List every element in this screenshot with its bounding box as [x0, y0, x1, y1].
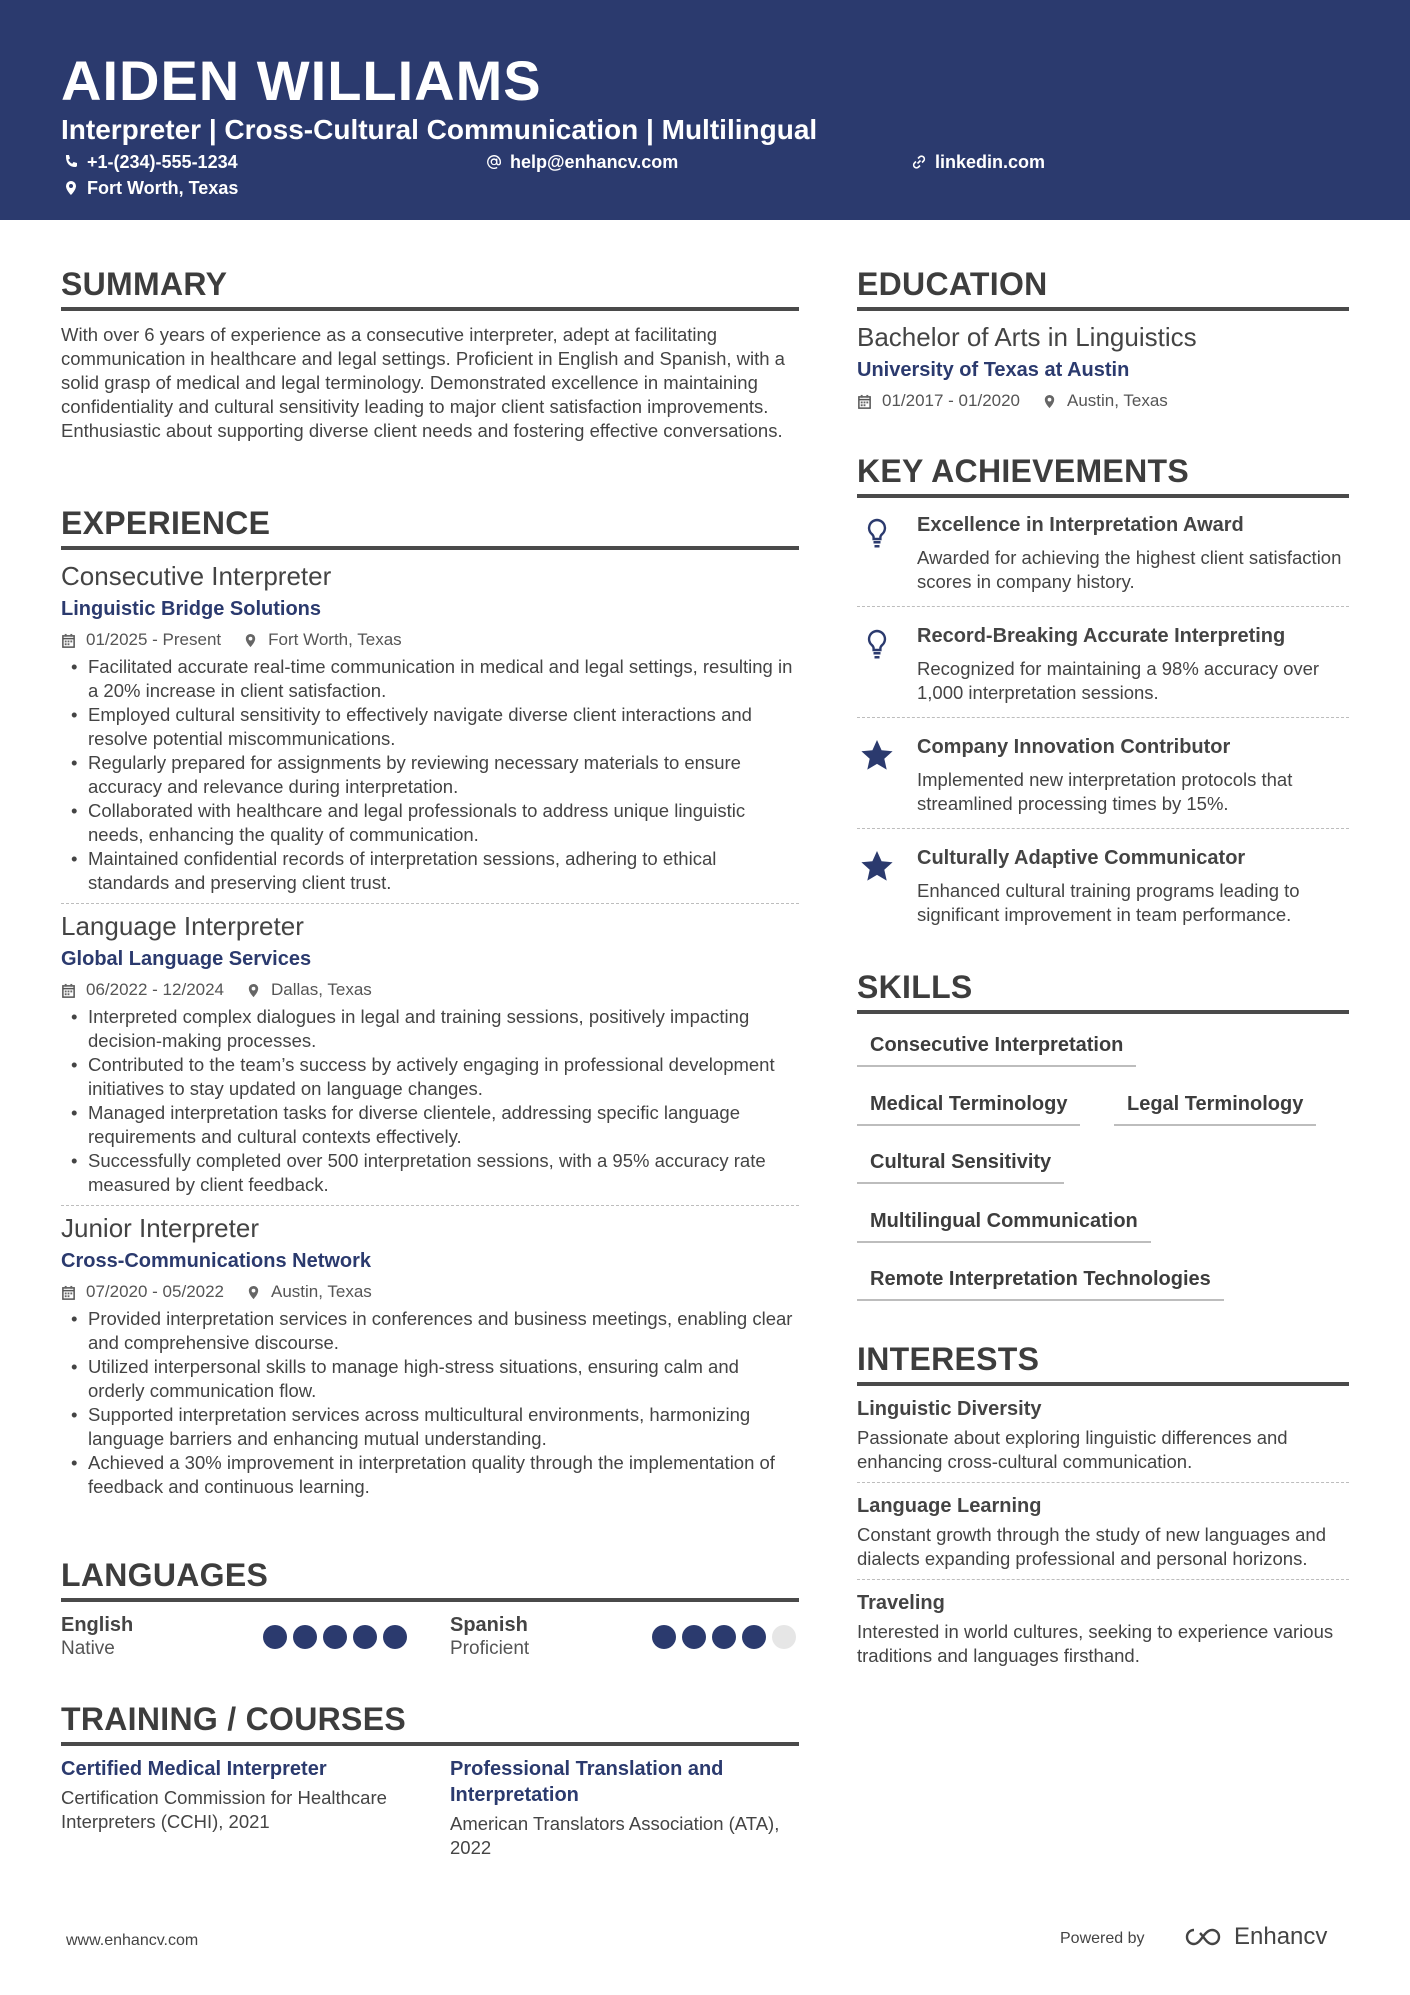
- language-name: English: [61, 1614, 134, 1636]
- rating-dot-filled: [293, 1625, 317, 1649]
- enhancv-logo-icon: [1180, 1922, 1228, 1952]
- footer-url[interactable]: www.enhancv.com: [66, 1932, 199, 1949]
- achievement-title: Record-Breaking Accurate Interpreting: [917, 625, 1286, 647]
- rating-dot-filled: [323, 1625, 347, 1649]
- location-pin-icon: [243, 633, 258, 648]
- training-heading: TRAINING / COURSES: [61, 1700, 799, 1746]
- star-icon: [857, 736, 897, 776]
- candidate-name: AIDEN WILLIAMS: [61, 49, 542, 112]
- job-bullet: • Employed cultural sensitivity to effectively navigate diverse client interactions and resolve potential miscommunications.: [61, 703, 799, 751]
- course-title: Certified Medical Interpreter: [61, 1758, 327, 1780]
- job-entry: [61, 910, 799, 1197]
- lightbulb-icon: [857, 625, 897, 665]
- brand-logo: [1180, 1922, 1327, 1952]
- at-icon: [486, 154, 502, 170]
- job-dates: 07/2020 - 05/2022: [86, 1282, 225, 1301]
- experience-heading: EXPERIENCE: [61, 504, 799, 550]
- course-title: Professional Translation and Interpretation: [450, 1758, 724, 1806]
- job-bullet: • Achieved a 30% improvement in interpretation quality through the implementation of feedback and continuous learning.: [61, 1451, 799, 1499]
- job-bullets: [61, 1005, 799, 1197]
- job-bullet: • Managed interpretation tasks for diverse clientele, addressing specific language requirements and cultural contexts effectively.: [61, 1101, 799, 1149]
- job-company: Linguistic Bridge Solutions: [61, 598, 321, 620]
- course-item: [61, 1756, 421, 1834]
- job-bullet: • Successfully completed over 500 interpretation sessions, with a 95% accuracy rate measured by client feedback.: [61, 1149, 799, 1197]
- divider: [857, 606, 1349, 607]
- achievement-desc: Awarded for achieving the highest client satisfaction scores in company history.: [917, 547, 1342, 592]
- candidate-title: Interpreter | Cross-Cultural Communication | Multilingual: [61, 114, 818, 145]
- rating-dot-filled: [263, 1625, 287, 1649]
- skills-heading: SKILLS: [857, 968, 1349, 1014]
- job-entry: [61, 1212, 799, 1499]
- job-bullet: • Maintained confidential records of interpretation sessions, adhering to ethical standards and preserving client trust.: [61, 847, 799, 895]
- contact-location: [63, 177, 238, 199]
- interests-heading: INTERESTS: [857, 1340, 1349, 1386]
- job-bullet: • Supported interpretation services across multicultural environments, harmonizing language barriers and enhancing mutual understanding.: [61, 1403, 799, 1451]
- calendar-icon: [61, 633, 76, 648]
- job-location: Fort Worth, Texas: [268, 630, 402, 649]
- job-bullet: • Contributed to the team’s success by actively engaging in professional development initiatives to stay updated on language changes.: [61, 1053, 799, 1101]
- job-bullets: [61, 1307, 799, 1499]
- achievement-title: Excellence in Interpretation Award: [917, 514, 1244, 536]
- languages-section: [61, 1556, 799, 1602]
- job-dates: 01/2025 - Present: [86, 630, 222, 649]
- interest-title: Traveling: [857, 1592, 945, 1614]
- job-meta: [61, 629, 799, 651]
- interest-desc: Interested in world cultures, seeking to experience various traditions and languages firsthand.: [857, 1621, 1334, 1666]
- resume-header: [0, 0, 1410, 220]
- education-school: University of Texas at Austin: [857, 359, 1130, 381]
- rating-dot-filled: [652, 1625, 676, 1649]
- job-title: Junior Interpreter: [61, 1213, 259, 1243]
- job-location: Dallas, Texas: [271, 980, 372, 999]
- job-company: Cross-Communications Network: [61, 1250, 372, 1272]
- job-bullet: • Collaborated with healthcare and legal professionals to address unique linguistic needs, enhancing the quality of communication.: [61, 799, 799, 847]
- education-section: [857, 265, 1349, 412]
- rating-dot-filled: [742, 1625, 766, 1649]
- divider: [857, 1482, 1349, 1483]
- location-text: Fort Worth, Texas: [87, 178, 239, 198]
- brand-name: Enhancv: [1234, 1923, 1328, 1950]
- skill-tag: Medical Terminology: [857, 1091, 1080, 1126]
- skill-tag: Cultural Sensitivity: [857, 1149, 1064, 1184]
- rating-dot-filled: [383, 1625, 407, 1649]
- calendar-icon: [857, 394, 872, 409]
- job-dates: 06/2022 - 12/2024: [86, 980, 225, 999]
- language-name: Spanish: [450, 1614, 528, 1636]
- contact-email[interactable]: [486, 151, 678, 173]
- divider: [61, 903, 799, 904]
- interest-item: [857, 1396, 1349, 1474]
- skill-tag: Legal Terminology: [1114, 1091, 1316, 1126]
- education-dates: 01/2017 - 01/2020: [882, 391, 1021, 410]
- phone-icon: [63, 154, 79, 170]
- linkedin-text: linkedin.com: [935, 152, 1046, 172]
- course-detail: American Translators Association (ATA), 2022: [450, 1813, 780, 1858]
- summary-text: With over 6 years of experience as a consecutive interpreter, adept at facilitating communication in healthcare and legal settings. Proficient in English and Spanish, with a solid grasp of medical and legal terminology. Demonstrated excellence in maintaining confidentiality and cultural sensitivity leading to major client satisfaction improvements. Enthusiastic about supporting diverse client needs and fostering effective conversations.: [61, 324, 785, 441]
- language-level: Proficient: [450, 1638, 530, 1659]
- skill-tag: Remote Interpretation Technologies: [857, 1266, 1224, 1301]
- calendar-icon: [61, 983, 76, 998]
- job-bullet: • Regularly prepared for assignments by reviewing necessary materials to ensure accuracy and relevance during interpretation.: [61, 751, 799, 799]
- interest-desc: Constant growth through the study of new languages and dialects expanding professional and personal horizons.: [857, 1524, 1326, 1569]
- skill-tag: Consecutive Interpretation: [857, 1032, 1136, 1067]
- job-meta: [61, 979, 799, 1001]
- education-meta: [857, 390, 1349, 412]
- interests-section: [857, 1340, 1349, 1668]
- email-text: help@enhancv.com: [510, 152, 679, 172]
- interest-title: Language Learning: [857, 1495, 1042, 1517]
- location-pin-icon: [246, 983, 261, 998]
- rating-dot-filled: [712, 1625, 736, 1649]
- skills-section: [857, 968, 1349, 1014]
- phone-text: +1-(234)-555-1234: [87, 152, 238, 172]
- job-meta: [61, 1281, 799, 1303]
- star-icon: [857, 847, 897, 887]
- achievements-section: [857, 452, 1349, 498]
- skill-tag: Multilingual Communication: [857, 1208, 1151, 1243]
- interest-item: [857, 1590, 1349, 1668]
- education-location: Austin, Texas: [1067, 391, 1168, 410]
- job-bullet: • Provided interpretation services in conferences and business meetings, enabling clear and comprehensive discourse.: [61, 1307, 799, 1355]
- divider: [857, 1579, 1349, 1580]
- job-entry: [61, 560, 799, 895]
- language-level: Native: [61, 1638, 115, 1659]
- job-bullet: • Utilized interpersonal skills to manage high-stress situations, ensuring calm and orderly communication flow.: [61, 1355, 799, 1403]
- course-item: [450, 1756, 790, 1860]
- achievement-desc: Implemented new interpretation protocols that streamlined processing times by 15%.: [917, 769, 1293, 814]
- location-pin-icon: [63, 180, 79, 196]
- location-pin-icon: [246, 1285, 261, 1300]
- job-bullet: • Interpreted complex dialogues in legal and training sessions, positively impacting decision-making processes.: [61, 1005, 799, 1053]
- job-location: Austin, Texas: [271, 1282, 372, 1301]
- language-item: [61, 1613, 133, 1661]
- job-title: Language Interpreter: [61, 911, 304, 941]
- rating-dot-filled: [682, 1625, 706, 1649]
- achievement-title: Culturally Adaptive Communicator: [917, 847, 1246, 869]
- experience-section: [61, 504, 799, 1499]
- languages-heading: LANGUAGES: [61, 1556, 799, 1602]
- job-company: Global Language Services: [61, 948, 312, 970]
- language-rating: [257, 1625, 407, 1649]
- rating-dot-filled: [353, 1625, 377, 1649]
- interest-title: Linguistic Diversity: [857, 1398, 1042, 1420]
- education-heading: EDUCATION: [857, 265, 1349, 311]
- lightbulb-icon: [857, 514, 897, 554]
- education-degree: Bachelor of Arts in Linguistics: [857, 322, 1197, 352]
- language-rating: [646, 1625, 796, 1649]
- interest-desc: Passionate about exploring linguistic differences and enhancing cross-cultural communication.: [857, 1427, 1288, 1472]
- divider: [61, 1205, 799, 1206]
- achievements-heading: KEY ACHIEVEMENTS: [857, 452, 1349, 498]
- language-item: [450, 1613, 529, 1661]
- achievement-desc: Enhanced cultural training programs leading to significant improvement in team performance.: [917, 880, 1300, 925]
- contact-linkedin[interactable]: [911, 151, 1045, 173]
- divider: [857, 717, 1349, 718]
- divider: [857, 828, 1349, 829]
- job-bullets: [61, 655, 799, 895]
- course-detail: Certification Commission for Healthcare Interpreters (CCHI), 2021: [61, 1787, 387, 1832]
- summary-section: [61, 265, 799, 443]
- achievement-title: Company Innovation Contributor: [917, 736, 1231, 758]
- summary-heading: SUMMARY: [61, 265, 799, 311]
- interest-item: [857, 1493, 1349, 1571]
- training-section: [61, 1700, 799, 1746]
- location-pin-icon: [1042, 394, 1057, 409]
- powered-by-label: Powered by: [1060, 1930, 1145, 1947]
- job-bullet: • Facilitated accurate real-time communication in medical and legal settings, resulting in a 20% increase in client satisfaction.: [61, 655, 799, 703]
- job-title: Consecutive Interpreter: [61, 561, 332, 591]
- calendar-icon: [61, 1285, 76, 1300]
- link-icon: [911, 154, 927, 170]
- rating-dot-empty: [772, 1625, 796, 1649]
- achievement-desc: Recognized for maintaining a 98% accuracy over 1,000 interpretation sessions.: [917, 658, 1320, 703]
- contact-phone[interactable]: [63, 151, 238, 173]
